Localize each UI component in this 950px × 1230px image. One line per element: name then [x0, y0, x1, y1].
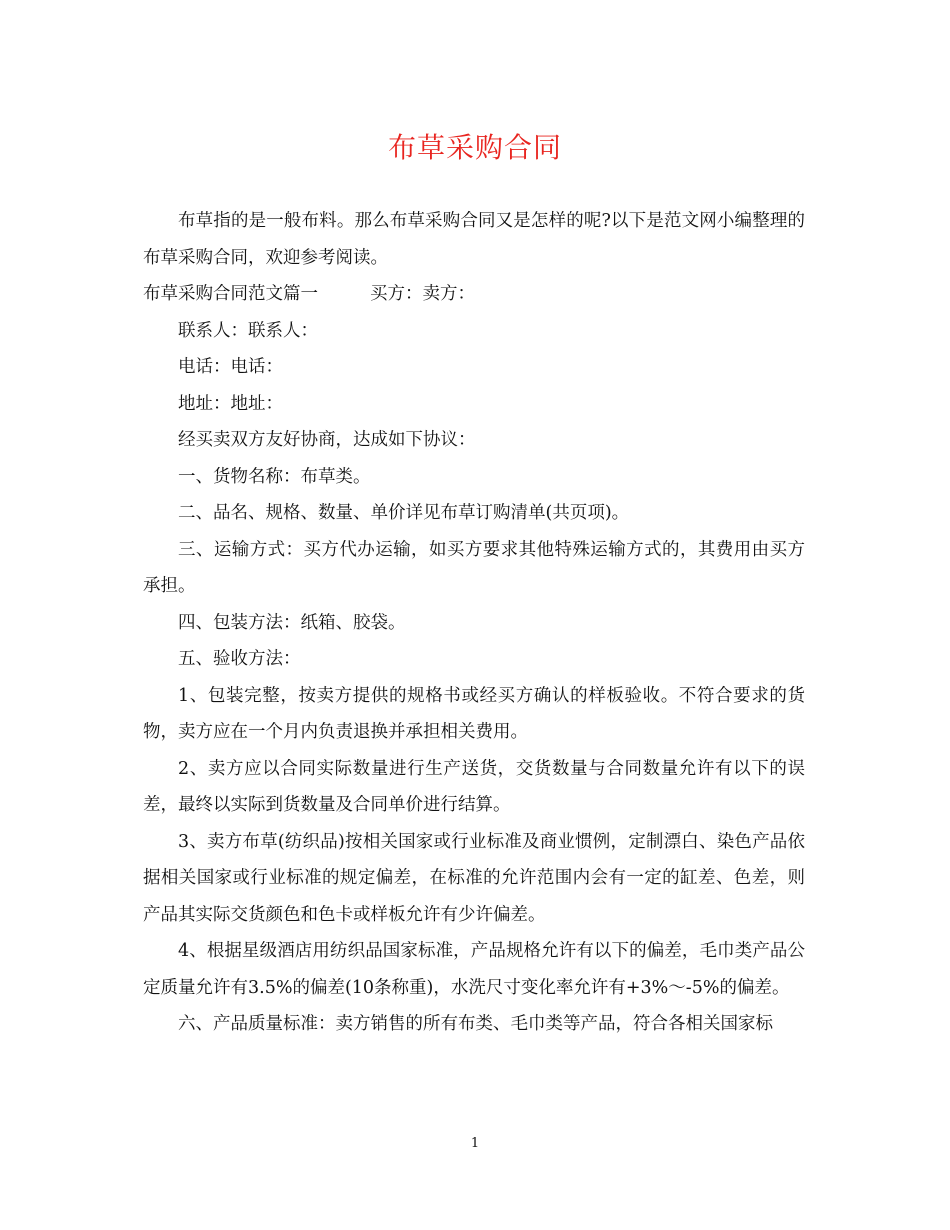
page-number: 1 [470, 1136, 480, 1151]
clause-transport: 三、运输方式：买方代办运输，如买方要求其他特殊运输方式的，其费用由买方承担。 [143, 539, 805, 596]
section-heading-line [143, 276, 805, 313]
acceptance-item-2: 2、卖方应以合同实际数量进行生产送货，交货数量与合同数量允许有以下的误差，最终以实际到货数量及合同单价进行结算。 [143, 758, 805, 815]
clause-acceptance: 五、验收方法： [178, 649, 301, 669]
acceptance-item-1: 1、包装完整，按卖方提供的规格书或经买方确认的样板验收。不符合要求的货物，卖方应在一个月内负责退换并承担相关费用。 [143, 685, 805, 742]
clause-specs: 二、品名、规格、数量、单价详见布草订购清单(共页项)。 [178, 503, 630, 523]
section-heading: 布草采购合同范文篇一 [143, 284, 318, 304]
agreement-line: 经买卖双方友好协商，达成如下协议： [178, 430, 476, 450]
parties-line: 买方：卖方： [370, 284, 475, 304]
contact-line: 联系人：联系人： [178, 320, 318, 341]
phone-line: 电话：电话： [178, 357, 283, 377]
document-title: 布草采购合同 [387, 131, 562, 164]
clause-goods-name: 一、货物名称：布草类。 [178, 466, 371, 487]
address-line: 地址：地址： [178, 393, 283, 414]
acceptance-item-3: 3、卖方布草(纺织品)按相关国家或行业标准及商业惯例，定制漂白、染色产品依据相关国家或行业标准的规定偏差，在标准的允许范围内会有一定的缸差、色差，则产品其实际交货颜色和色卡或样板允许有少许偏差。 [143, 831, 805, 925]
intro-paragraph: 布草指的是一般布料。那么布草采购合同又是怎样的呢?以下是范文网小编整理的布草采购合同，欢迎参考阅读。 [143, 211, 805, 268]
clause-quality-standard: 六、产品质量标准：卖方销售的所有布类、毛巾类等产品，符合各相关国家标 [178, 1014, 773, 1034]
clause-packaging: 四、包装方法：纸箱、胶袋。 [178, 612, 406, 633]
document-body [143, 203, 805, 1043]
acceptance-item-4: 4、根据星级酒店用纺织品国家标准，产品规格允许有以下的偏差，毛巾类产品公定质量允许有3.5%的偏差(10条称重)，水洗尺寸变化率允许有+3%～-5%的偏差。 [143, 941, 805, 998]
